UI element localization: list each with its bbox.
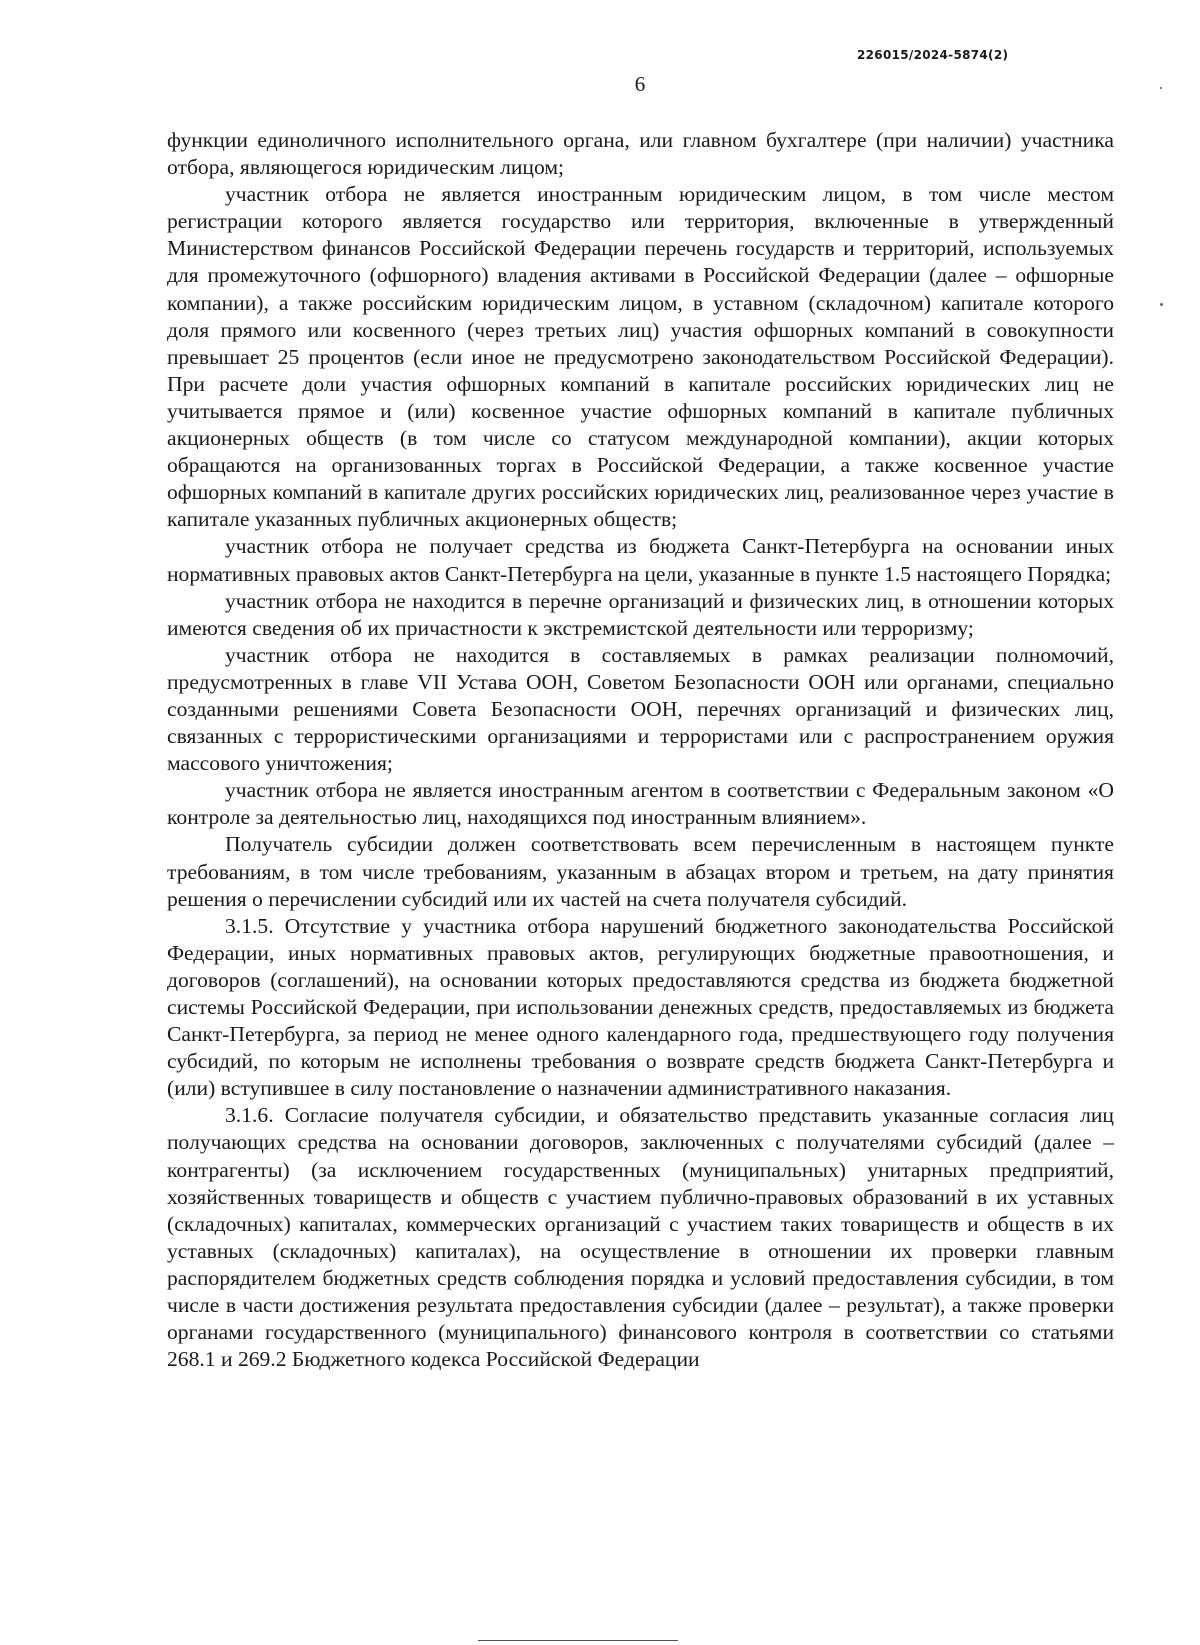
paragraph-recipient-compliance: Получатель субсидии должен соответствовать всем перечисленным в настоящем пункте требованиям, в том числе требованиям, указанным в абзацах втором и третьем, на дату принятия решения о перечислении субсидий или их частей на счета получателя субсидий. — [167, 832, 1114, 911]
page-number: 6 — [634, 72, 646, 96]
document-registration-number: 226015/2024-5874(2) — [857, 48, 1009, 62]
paragraph-budget-funds-requirement: участник отбора не получает средства из бюджета Санкт-Петербурга на основании иных нормативных правовых актов Санкт-Петербурга на цели, указанные в пункте 1.5 настоящего Порядка; — [167, 534, 1114, 586]
document-body — [167, 127, 1114, 1373]
paragraph-extremism-list-requirement: участник отбора не находится в перечне организаций и физических лиц, в отношении которых имеются сведения об их причастности к экстремистской деятельности или терроризму; — [167, 588, 1114, 640]
scan-speck — [1160, 87, 1162, 89]
footer-divider — [478, 1640, 678, 1641]
paragraph-un-sanctions-requirement: участник отбора не находится в составляемых в рамках реализации полномочий, предусмотренных в главе VII Устава ООН, Советом Безопасности ООН или органами, специально созданными решениями Совета Безопасности ООН, перечнях организаций и физических лиц, связанных с террористическими организациями и террористами или с распространением оружия массового уничтожения; — [167, 642, 1114, 776]
paragraph-clause-3-1-5: 3.1.5. Отсутствие у участника отбора нарушений бюджетного законодательства Российской Федерации, иных нормативных правовых актов, регулирующих бюджетные правоотношения, и договоров (соглашений), на основании которых предоставляются средства из бюджета бюджетной системы Российской Федерации, при использовании денежных средств, предоставляемых из бюджета Санкт-Петербурга, за период не менее одного календарного года, предшествующего году получения субсидий, по которым не исполнены требования о возврате средств бюджета Санкт-Петербурга и (или) вступившее в силу постановление о назначении административного наказания. — [167, 913, 1114, 1101]
paragraph-foreign-agent-requirement: участник отбора не является иностранным агентом в соответствии с Федеральным законом «О контроле за деятельностью лиц, находящихся под иностранным влиянием». — [167, 778, 1114, 830]
paragraph-continuation: функции единоличного исполнительного органа, или главном бухгалтере (при наличии) участника отбора, являющегося юридическим лицом; — [167, 128, 1114, 180]
scan-speck — [1160, 303, 1163, 306]
paragraph-offshore-requirement: участник отбора не является иностранным юридическим лицом, в том числе местом регистрации которого является государство или территория, включенные в утвержденный Министерством финансов Российской Федерации перечень государств и территорий, используемых для промежуточного (офшорного) владения активами в Российской Федерации (далее – офшорные компании), а также российским юридическим лицом, в уставном (складочном) капитале которого доля прямого или косвенного (через третьих лиц) участия офшорных компаний в совокупности превышает 25 процентов (если иное не предусмотрено законодательством Российской Федерации). При расчете доли участия офшорных компаний в капитале российских юридических лиц не учитывается прямое и (или) косвенное участие офшорных компаний в капитале публичных акционерных обществ (в том числе со статусом международной компании), акции которых обращаются на организованных торгах в Российской Федерации, а также косвенное участие офшорных компаний в капитале других российских юридических лиц, реализованное через участие в капитале указанных публичных акционерных обществ; — [167, 182, 1114, 532]
paragraph-clause-3-1-6: 3.1.6. Согласие получателя субсидии, и обязательство представить указанные согласия лиц получающих средства на основании договоров, заключенных с получателями субсидий (далее – контрагенты) (за исключением государственных (муниципальных) унитарных предприятий, хозяйственных товариществ и обществ с участием публично-правовых образований в их уставных (складочных) капиталах, коммерческих организаций с участием таких товариществ и обществ в их уставных (складочных) капиталах), на осуществление в отношении их проверки главным распорядителем бюджетных средств соблюдения порядка и условий предоставления субсидии, в том числе в части достижения результата предоставления субсидии (далее – результат), а также проверки органами государственного (муниципального) финансового контроля в соответствии со статьями 268.1 и 269.2 Бюджетного кодекса Российской Федерации — [167, 1103, 1114, 1372]
